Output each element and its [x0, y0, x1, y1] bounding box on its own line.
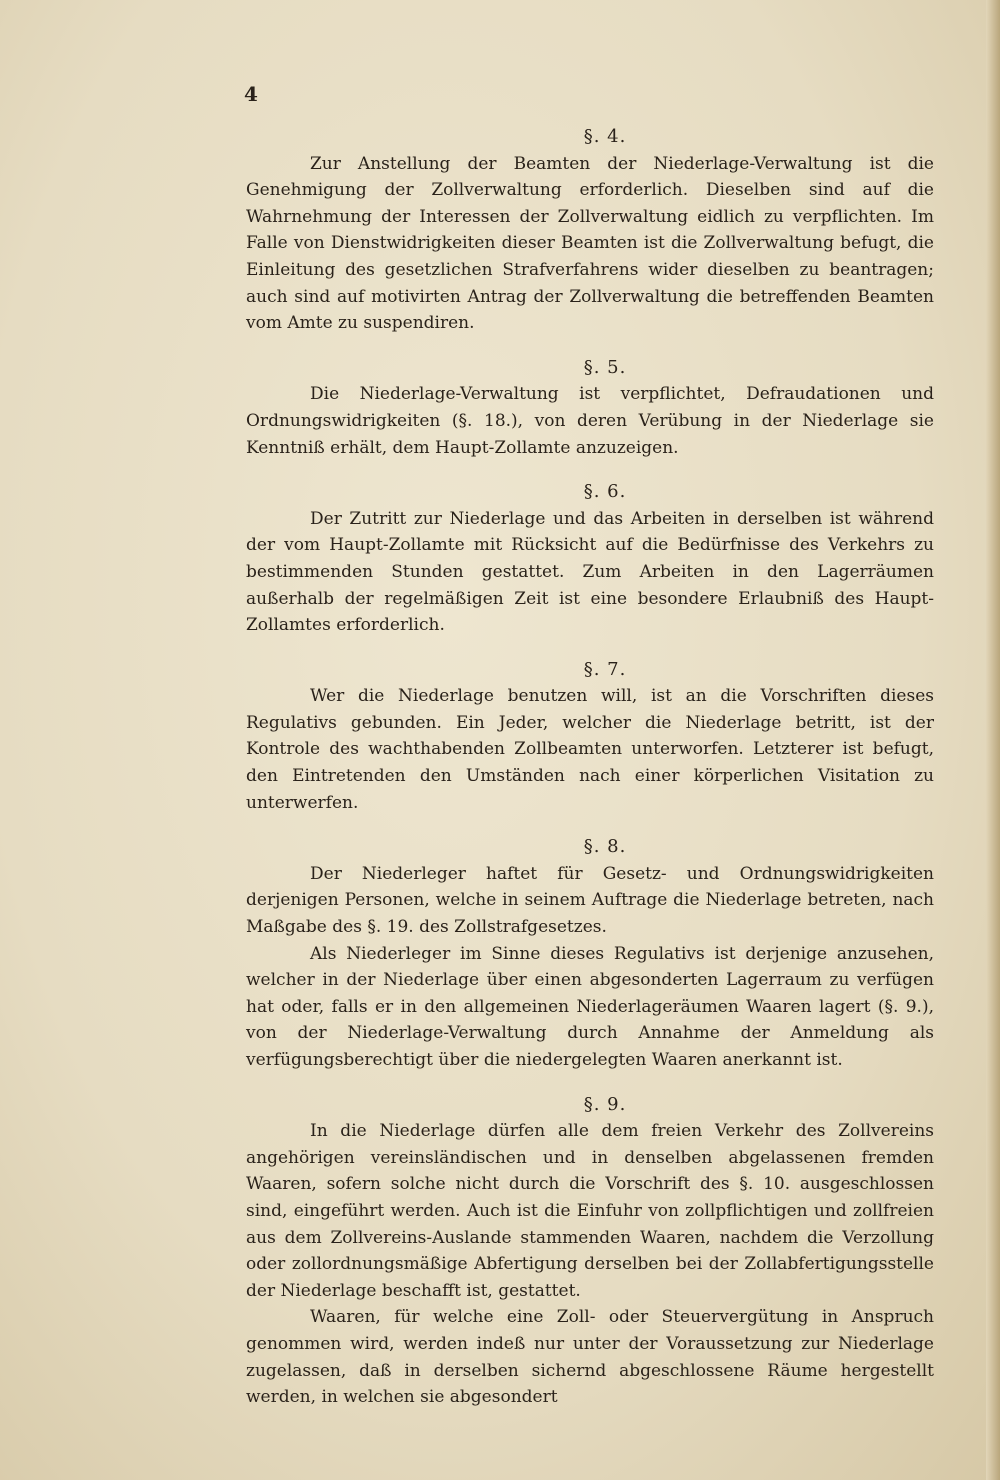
paragraph: In die Niederlage dürfen alle dem freien Verkehr des Zollvereins angehörigen vereinsländischen und in denselben abgelassenen fremden Waaren, sofern solche nicht durch die Vorschrift des §. 10. ausgeschlossen sind, eingeführt werden. Auch ist die Einfuhr von zollpflichtigen und zollfreien aus dem Zollvereins-Auslande stammenden Waaren, nachdem die Verzollung oder zollordnungsmäßige Abfertigung derselben bei der Zollabfertigungsstelle der Niederlage beschafft ist, gestattet.: [246, 1121, 934, 1301]
section-heading: §. 9.: [583, 1093, 627, 1115]
paragraph: Wer die Niederlage benutzen will, ist an die Vorschriften dieses Regulativs gebunden. Ein Jeder, welcher die Niederlage betritt, ist der Kontrole des wachthabenden Zollbeamten unterworfen. Letzterer ist befugt, den Eintretenden den Umständen nach einer körperlichen Visitation zu unterwerfen.: [246, 686, 934, 813]
section-heading: §. 5.: [583, 356, 627, 378]
paragraph: Zur Anstellung der Beamten der Niederlage-Verwaltung ist die Genehmigung der Zollverwaltung erforderlich. Dieselben sind auf die Wahrnehmung der Interessen der Zollverwaltung eidlich zu verpflichten. Im Falle von Dienstwidrigkeiten dieser Beamten ist die Zollverwaltung befugt, die Einleitung des gesetzlichen Strafverfahrens wider dieselben zu beantragen; auch sind auf motivirten Antrag der Zollverwaltung die betreffenden Beamten vom Amte zu suspendiren.: [246, 153, 934, 334]
paragraph: Der Zutritt zur Niederlage und das Arbeiten in derselben ist während der vom Haupt-Zollamte mit Rücksicht auf die Bedürfnisse des Verkehrs zu bestimmenden Stunden gestattet. Zum Arbeiten in den Lagerräumen außerhalb der regelmäßigen Zeit ist eine besondere Erlaubniß des Haupt-Zollamtes erforderlich.: [246, 508, 934, 636]
page-edge: [986, 0, 1000, 1480]
paragraph: Als Niederleger im Sinne dieses Regulativs ist derjenige anzusehen, welcher in der Niederlage über einen abgesonderten Lagerraum zu verfügen hat oder, falls er in den allgemeinen Niederlageräumen Waaren lagert (§. 9.), von der Niederlage-Verwaltung durch Annahme der Anmeldung als verfügungsberechtigt über die niedergelegten Waaren anerkannt ist.: [246, 943, 934, 1070]
section-heading: §. 6.: [583, 481, 627, 503]
paragraph: Der Niederleger haftet für Gesetz- und Ordnungswidrigkeiten derjenigen Personen, welche in seinem Auftrage die Niederlage betreten, nach Maßgabe des §. 19. des Zollstrafgesetzes.: [246, 863, 934, 938]
section-heading: §. 4.: [583, 126, 627, 147]
section-heading: §. 7.: [583, 658, 627, 680]
paragraph: Die Niederlage-Verwaltung ist verpflichtet, Defraudationen und Ordnungswidrigkeiten (§. 18.), von deren Verübung in der Niederlage sie Kenntniß erhält, dem Haupt-Zollamte anzuzeigen.: [246, 384, 934, 458]
paragraph: Waaren, für welche eine Zoll- oder Steuervergütung in Anspruch genommen wird, werden indeß nur unter der Voraussetzung zur Niederlage zugelassen, daß in derselben sichernd abgeschlossene Räume hergestellt werden, in welchen sie abgesondert: [246, 1307, 934, 1408]
section-heading: §. 8.: [583, 836, 627, 858]
page-number: 4: [244, 82, 258, 106]
page-content: [246, 124, 934, 1411]
